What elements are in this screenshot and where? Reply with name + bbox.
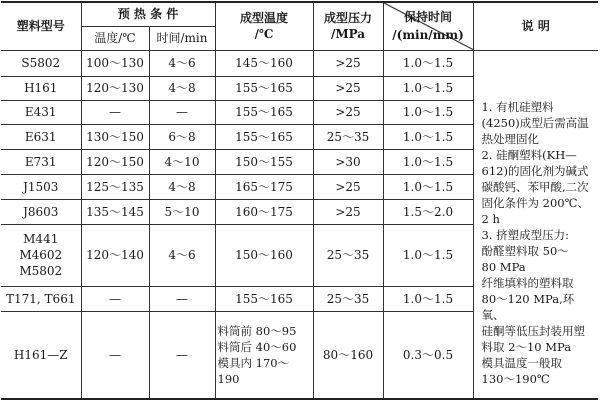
- notes-cell: 1. 有机硅塑料 (4250)成型后需高温 热处理固化 2. 硅酮塑料(KH— 612)的固化剂为碱式 碳酸钙、苯甲酸,二次 固化条件为 200℃、 2 h 3. 挤塑成型压力: 酚醛塑料取 50～ 80 MPa 纤维填料的塑料取 80～120 MPa,环氧、 硅酮等低压封装用塑 料取 2～10 MPa 模具温度一般取 130～190℃: [473, 50, 598, 399]
- cell-mold-temp: 155～165: [215, 76, 313, 100]
- cell-mold-temp: 150～160: [215, 224, 313, 286]
- molding-conditions-table: [1, 1, 598, 400]
- cell-hold-time: 1.0～1.5: [383, 174, 473, 199]
- cell-preheat-time: 4～8: [149, 174, 215, 199]
- cell-hold-time: 1.5～2.0: [383, 199, 473, 224]
- cell-hold-time: 1.0～1.5: [383, 149, 473, 174]
- cell-hold-time: 1.0～1.5: [383, 76, 473, 100]
- cell-hold-time: 1.0～1.5: [383, 100, 473, 124]
- cell-pressure: >25: [313, 50, 383, 76]
- header-pressure-line1: 成型压力: [324, 11, 373, 26]
- cell-pressure: >25: [313, 100, 383, 124]
- cell-preheat-temp: —: [81, 311, 149, 399]
- header-model: 塑料型号: [1, 2, 81, 50]
- cell-pressure: >30: [313, 149, 383, 174]
- cell-pressure: 80～160: [313, 311, 383, 399]
- cell-preheat-temp: —: [81, 100, 149, 124]
- header-mold-temp-line1: 成型温度: [240, 11, 289, 26]
- cell-pressure: >25: [313, 199, 383, 224]
- cell-model: T171, T661: [1, 286, 81, 311]
- cell-hold-time: 1.0～1.5: [383, 124, 473, 149]
- cell-model: J1503: [1, 174, 81, 199]
- cell-preheat-time: 4～6: [149, 224, 215, 286]
- cell-mold-temp: 165～175: [215, 174, 313, 199]
- cell-model: E631: [1, 124, 81, 149]
- cell-mold-temp: 145～160: [215, 50, 313, 76]
- cell-mold-temp: 150～155: [215, 149, 313, 174]
- cell-preheat-temp: 125～135: [81, 174, 149, 199]
- cell-preheat-time: 6～8: [149, 124, 215, 149]
- cell-preheat-temp: 135～145: [81, 199, 149, 224]
- cell-hold-time: 1.0～1.5: [383, 286, 473, 311]
- cell-pressure: 25～35: [313, 124, 383, 149]
- cell-preheat-time: 4～8: [149, 76, 215, 100]
- header-hold-line2: /(min/mm): [392, 28, 464, 43]
- cell-preheat-temp: 120～130: [81, 76, 149, 100]
- cell-pressure: 25～35: [313, 224, 383, 286]
- header-notes: 说 明: [473, 2, 598, 50]
- cell-preheat-temp: 120～140: [81, 224, 149, 286]
- header-pressure-line2: /MPa: [330, 27, 366, 42]
- cell-model: H161—Z: [1, 311, 81, 399]
- header-preheat: 预 热 条 件: [81, 2, 215, 26]
- cell-mold-temp: 160～175: [215, 199, 313, 224]
- cell-preheat-temp: 130～150: [81, 124, 149, 149]
- cell-model: E431: [1, 100, 81, 124]
- cell-mold-temp: 料筒前 80～95 料筒后 40～60 模具内 170～ 190: [215, 311, 313, 399]
- cell-preheat-time: 4～6: [149, 50, 215, 76]
- cell-pressure: 25～35: [313, 286, 383, 311]
- cell-preheat-temp: 120～150: [81, 149, 149, 174]
- cell-preheat-time: —: [149, 100, 215, 124]
- cell-hold-time: 0.3～0.5: [383, 311, 473, 399]
- cell-model: M441 M4602 M5802: [1, 224, 81, 286]
- header-hold-line1: 保持时间: [404, 10, 453, 25]
- header-pressure: [313, 2, 383, 50]
- cell-model: E731: [1, 149, 81, 174]
- cell-mold-temp: 155～165: [215, 100, 313, 124]
- cell-preheat-temp: 100～130: [81, 50, 149, 76]
- header-mold-temp: [215, 2, 313, 50]
- cell-preheat-time: 4～10: [149, 149, 215, 174]
- cell-mold-temp: 155～165: [215, 286, 313, 311]
- cell-preheat-temp: —: [81, 286, 149, 311]
- cell-pressure: >25: [313, 76, 383, 100]
- cell-pressure: >25: [313, 174, 383, 199]
- cell-hold-time: 1.0～1.5: [383, 50, 473, 76]
- cell-preheat-time: —: [149, 286, 215, 311]
- cell-model: H161: [1, 76, 81, 100]
- header-hold-time: [383, 2, 473, 50]
- header-mold-temp-line2: /℃: [254, 27, 274, 42]
- cell-model: S5802: [1, 50, 81, 76]
- header-preheat-temp: 温度/℃: [81, 26, 149, 50]
- header-preheat-time: 时间/min: [149, 26, 215, 50]
- cell-preheat-time: 5～10: [149, 199, 215, 224]
- cell-hold-time: 1.0～1.5: [383, 224, 473, 286]
- cell-preheat-time: —: [149, 311, 215, 399]
- cell-model: J8603: [1, 199, 81, 224]
- table-row: [1, 50, 598, 76]
- cell-mold-temp: 155～165: [215, 124, 313, 149]
